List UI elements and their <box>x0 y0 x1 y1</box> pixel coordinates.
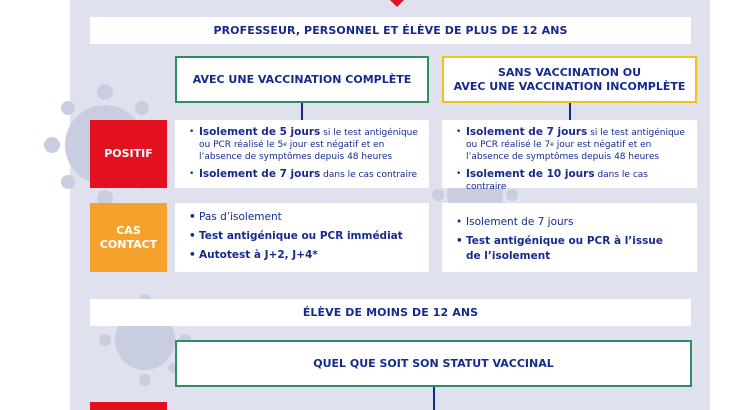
connector-line <box>301 103 303 120</box>
list-item: • Autotest à J+2, J+4* <box>189 249 318 261</box>
down-arrow-icon <box>390 0 404 7</box>
list-item: • Test antigénique ou PCR à l’issue de l’isolement <box>456 235 663 262</box>
section-title-over-12: PROFESSEUR, PERSONNEL ET ÉLÈVE DE PLUS DE 12 ANS <box>90 17 691 44</box>
column-header-unvaccinated-line2: AVEC UNE VACCINATION INCOMPLÈTE <box>453 79 686 93</box>
column-header-any-status <box>175 340 692 387</box>
cell-positive-unvaccinated <box>442 120 697 192</box>
column-header-unvaccinated <box>442 56 697 103</box>
row-label-positive-partial <box>90 402 167 410</box>
row-label-positive <box>90 120 167 188</box>
list-item: • Pas d’isolement <box>189 211 282 223</box>
cell-contact-vaccinated <box>175 203 429 272</box>
connector-line <box>433 387 435 410</box>
column-header-vaccinated-label: AVEC UNE VACCINATION COMPLÈTE <box>192 72 412 86</box>
column-header-vaccinated <box>175 56 429 103</box>
list-item: • Isolement de 7 jours <box>456 216 574 228</box>
column-header-any-status-label: QUEL QUE SOIT SON STATUT VACCINAL <box>313 356 554 370</box>
row-label-positive-text: POSITIF <box>104 147 153 160</box>
cell-contact-unvaccinated <box>442 203 697 272</box>
row-label-contact-line2: CONTACT <box>99 237 158 251</box>
list-item: • Test antigénique ou PCR immédiat <box>189 230 403 242</box>
connector-line <box>569 103 571 120</box>
list-item: • Isolement de 10 jours dans le cas contraire <box>456 168 648 192</box>
cell-positive-vaccinated <box>175 120 429 188</box>
list-item: • Isolement de 7 jours dans le cas contraire <box>189 168 417 180</box>
row-label-contact <box>90 203 167 272</box>
row-label-contact-line1: CAS <box>116 223 141 237</box>
column-header-unvaccinated-line1: SANS VACCINATION OU <box>497 65 642 79</box>
list-item: • Isolement de 5 jours si le test antigénique ou PCR réalisé le 5e jour est négatif et en l’absence de symptômes depuis 48 heures <box>189 126 418 162</box>
section-title-under-12: ÉLÈVE DE MOINS DE 12 ANS <box>90 299 691 326</box>
list-item: • Isolement de 7 jours si le test antigénique ou PCR réalisé le 7e jour est négatif et en l’absence de symptômes depuis 48 heures <box>456 126 685 162</box>
